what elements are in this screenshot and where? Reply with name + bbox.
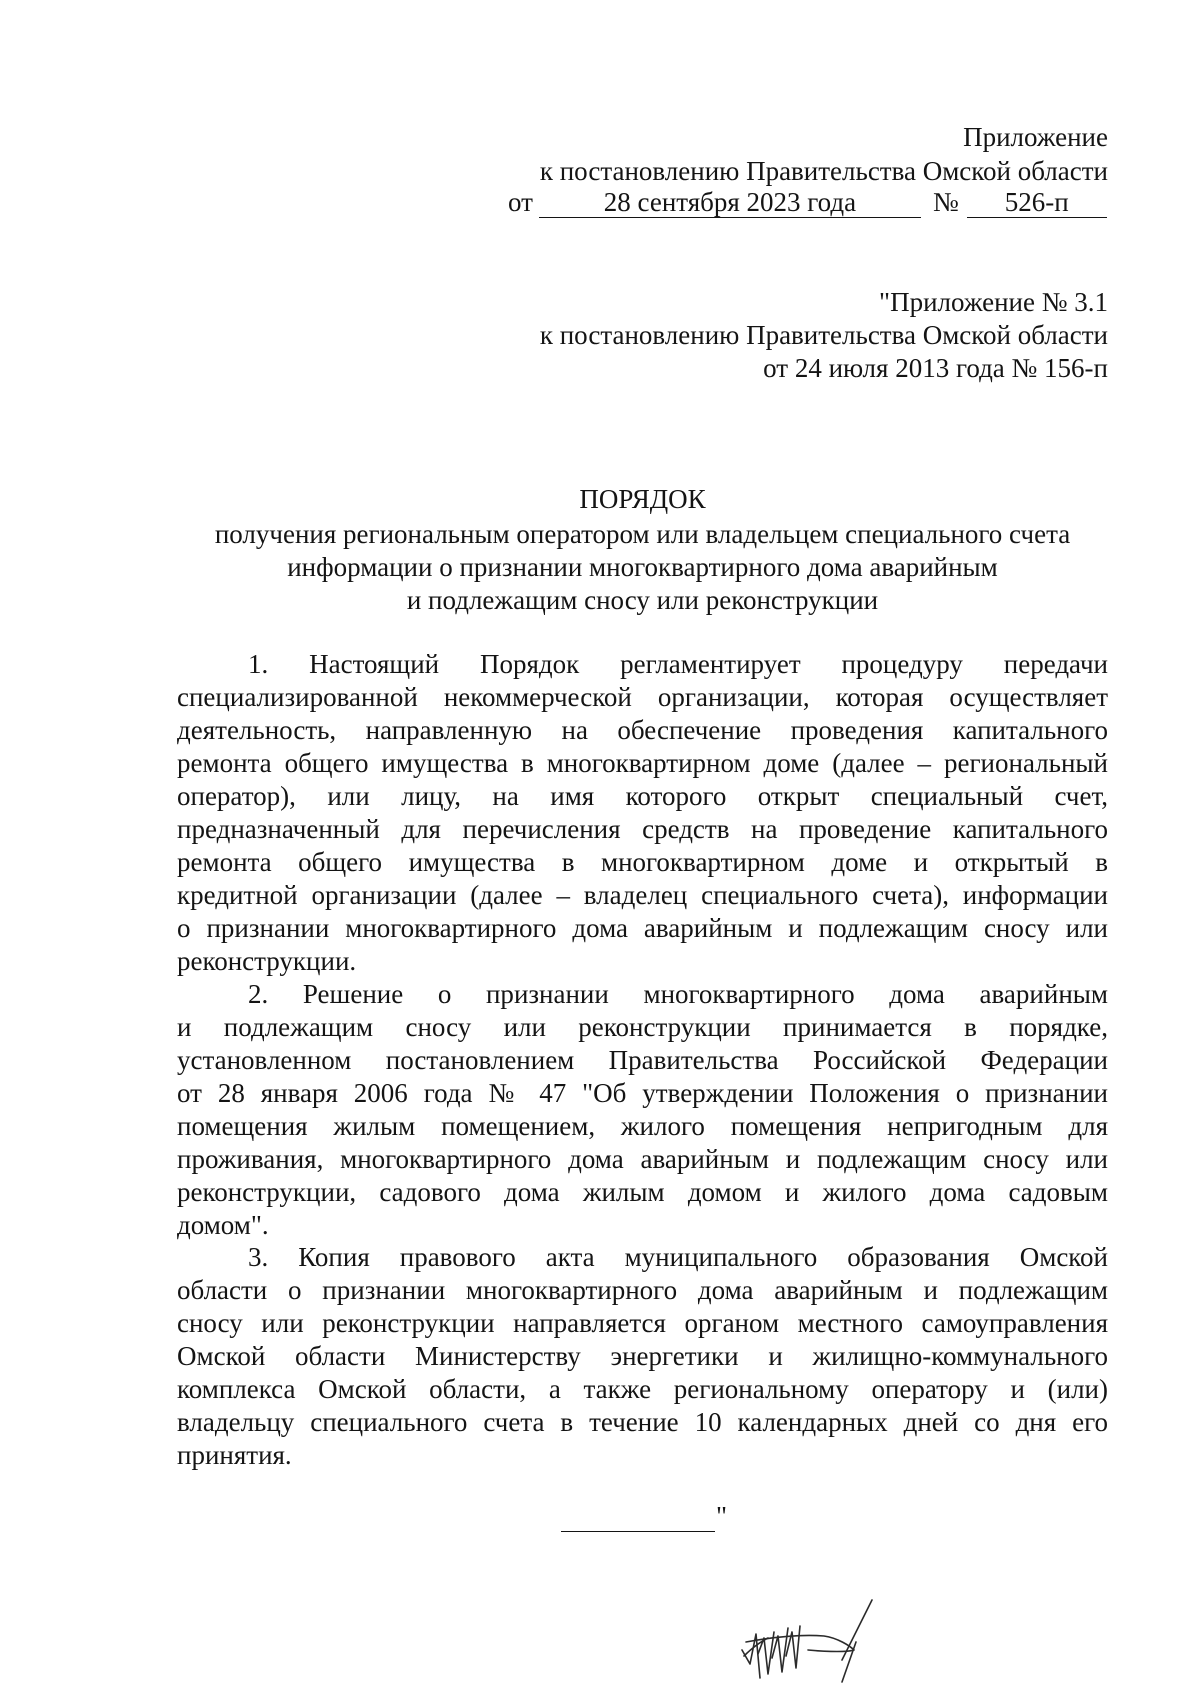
paragraph-1-line: оператор), или лицу, на имя которого открыт специальный счет, (177, 781, 1108, 811)
document-heading: ПОРЯДОК (579, 484, 706, 514)
paragraph-2-line: от 28 января 2006 года № 47 "Об утверждении Положения о признании (177, 1078, 1108, 1108)
appendix-label: Приложение (963, 122, 1108, 152)
paragraph-1-line: деятельность, направленную на обеспечение проведения капитального (177, 715, 1108, 745)
signature-mark (738, 1598, 908, 1683)
paragraph-1-line: ремонта общего имущества в многоквартирном доме (далее – региональный (177, 748, 1108, 778)
paragraph-3-line: комплекса Омской области, а также региональному оператору и (или) (177, 1374, 1108, 1404)
paragraph-3-line: Омской области Министерству энергетики и жилищно-коммунального (177, 1341, 1108, 1371)
title-line: и подлежащим сносу или реконструкции (406, 585, 879, 615)
number-label: № (932, 187, 959, 217)
title-line: получения региональным оператором или владельцем специального счета (214, 519, 1071, 549)
paragraph-3-line: области о признании многоквартирного дома аварийным и подлежащим (177, 1275, 1108, 1305)
prior-resolution-date: от 24 июля 2013 года № 156-п (763, 353, 1108, 383)
prior-appendix-label: "Приложение № 3.1 (879, 287, 1108, 317)
resolution-date-field: 28 сентября 2023 года (539, 188, 921, 218)
from-label: от (508, 187, 533, 217)
paragraph-1-line: 1. Настоящий Порядок регламентирует процедуру передачи (248, 649, 1108, 679)
paragraph-1-line: специализированной некоммерческой организации, которая осуществляет (177, 682, 1108, 712)
paragraph-1-line: кредитной организации (далее – владелец специального счета), информации (177, 880, 1108, 910)
paragraph-3-line: владельцу специального счета в течение 10 календарных дней со дня его (177, 1407, 1108, 1437)
paragraph-3-line: 3. Копия правового акта муниципального образования Омской (248, 1242, 1108, 1272)
prior-resolution-reference: к постановлению Правительства Омской области (539, 320, 1108, 350)
closing-separator (561, 1531, 715, 1532)
paragraph-1-line: ремонта общего имущества в многоквартирном доме и открытый в (177, 847, 1108, 877)
closing-quote: " (716, 1501, 728, 1531)
paragraph-1-line: предназначенный для перечисления средств на проведение капитального (177, 814, 1108, 844)
paragraph-2-line: домом". (177, 1210, 269, 1240)
resolution-number-field: 526-п (967, 188, 1107, 218)
paragraph-2-line: реконструкции, садового дома жилым домом и жилого дома садовым (177, 1177, 1108, 1207)
resolution-date-line (508, 186, 1108, 219)
paragraph-2-line: установленном постановлением Правительства Российской Федерации (177, 1045, 1108, 1075)
paragraph-3-line: принятия. (177, 1440, 292, 1470)
paragraph-3-line: сносу или реконструкции направляется органом местного самоуправления (177, 1308, 1108, 1338)
paragraph-2-line: и подлежащим сносу или реконструкции принимается в порядке, (177, 1012, 1108, 1042)
title-line: информации о признании многоквартирного дома аварийным (287, 552, 998, 582)
paragraph-2-line: помещения жилым помещением, жилого помещения непригодным для (177, 1111, 1108, 1141)
paragraph-2-line: проживания, многоквартирного дома аварийным и подлежащим сносу или (177, 1144, 1108, 1174)
paragraph-2-line: 2. Решение о признании многоквартирного дома аварийным (248, 979, 1108, 1009)
paragraph-1-line: реконструкции. (177, 946, 357, 976)
resolution-reference: к постановлению Правительства Омской области (539, 156, 1108, 186)
paragraph-1-line: о признании многоквартирного дома аварийным и подлежащим сносу или (177, 913, 1108, 943)
